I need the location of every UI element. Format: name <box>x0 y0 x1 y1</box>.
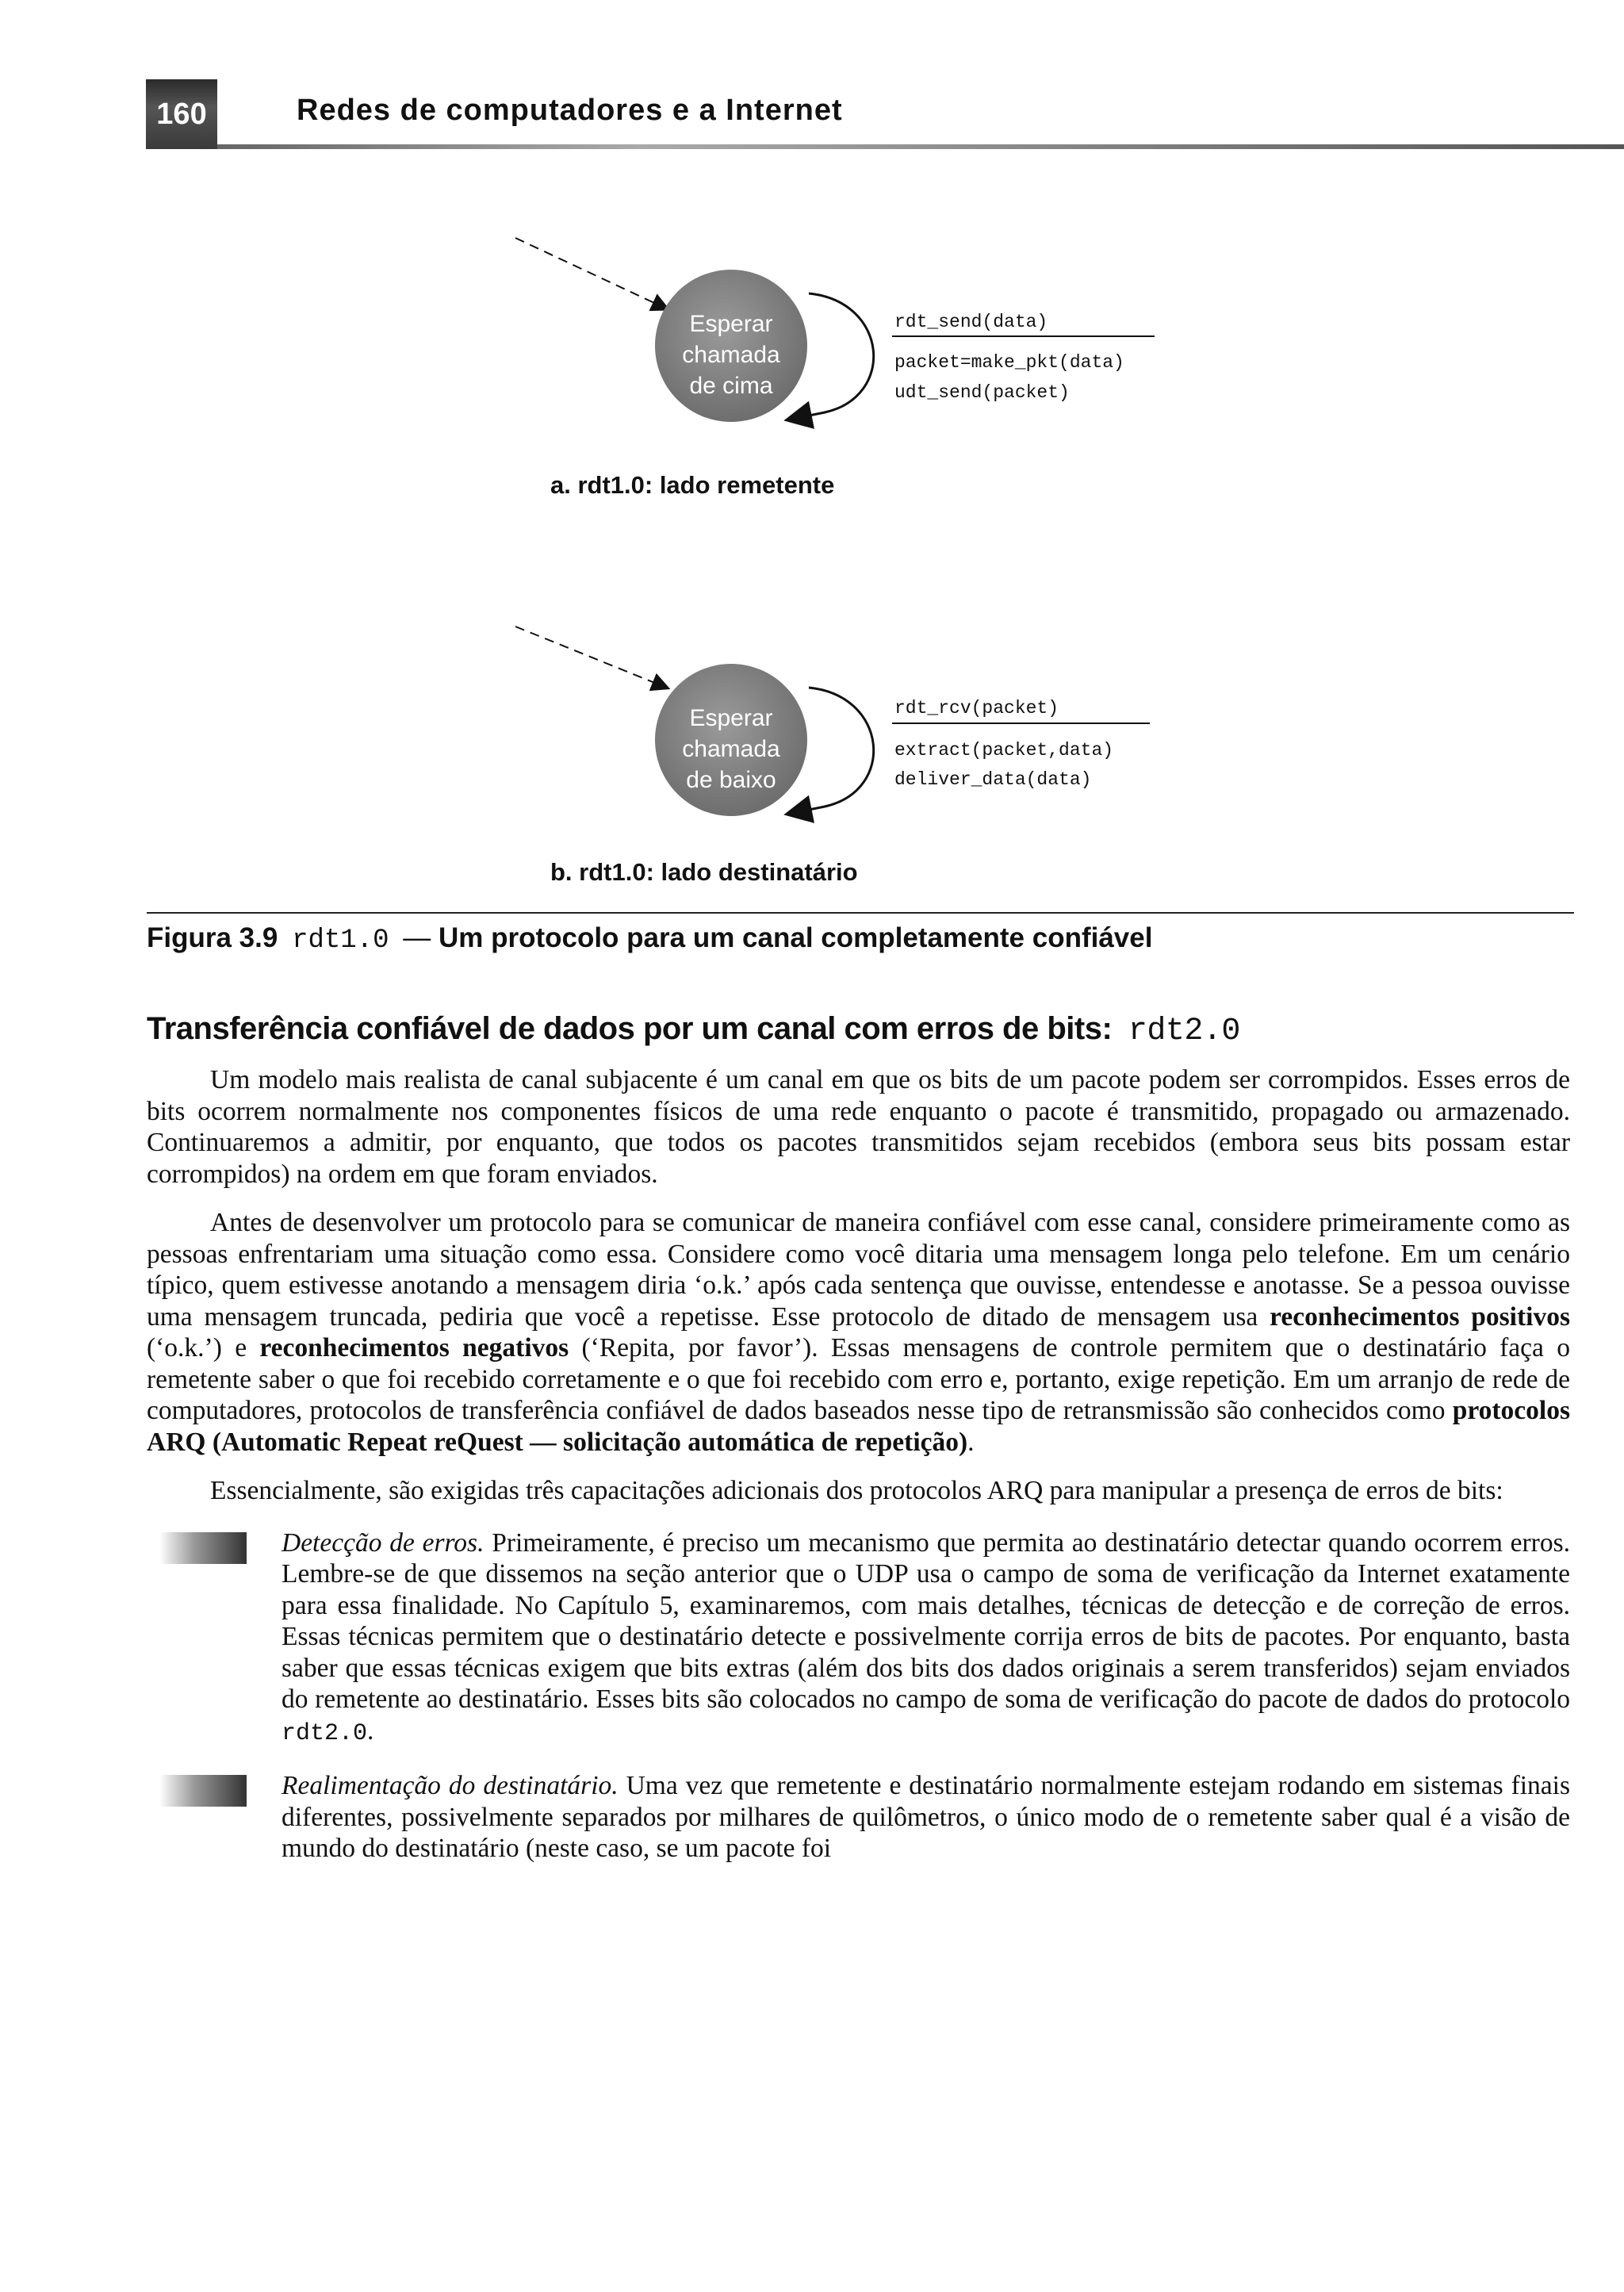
section-heading-code: rdt2.0 <box>1128 1014 1240 1049</box>
body-text <box>147 1064 1570 1879</box>
figure-number: Figura 3.9 <box>147 922 278 953</box>
sender-label: a. rdt1.0: lado remetente <box>550 471 835 499</box>
figure-title: Um protocolo para um canal completamente confiável <box>438 922 1153 953</box>
sender-fsm <box>515 238 1155 422</box>
bullet-marker <box>159 1532 247 1564</box>
transition-action: deliver_data(data) <box>894 769 1092 790</box>
receiver-fsm <box>515 627 1150 816</box>
state-line: chamada <box>682 342 780 368</box>
bullet-title: Detecção de erros. <box>282 1527 485 1558</box>
fsm-figure <box>0 0 1624 904</box>
bullet-title: Realimentação do destinatário. <box>282 1771 619 1800</box>
term-arq: protocolos ARQ (Automatic Repeat reQuest — solicitação automática de repetição) <box>147 1396 1570 1457</box>
paragraph-2: Antes de desenvolver um protocolo para se comunicar de maneira confiável com esse canal, considere primeiramente como as pessoas enfrentariam uma situação como essa. Considere como você ditaria uma mensagem longa pelo telefone. Em um cenário típico, quem estivesse anotando a mensagem diria ‘o.k.’ após cada sentença que ouvisse, entendesse e anotasse. Se a pessoa ouvisse uma mensagem truncada, pediria que você a repetisse. Esse protocolo de ditado de mensagem usa reconhecimentos positivos (‘o.k.’) e reconhecimentos negativos (‘Repita, por favor’). Essas mensagens de controle permitem que o destinatário faça o remetente saber o que foi recebido corretamente e o que foi recebido com erro e, portanto, exige repetição. Em um arranjo de rede de computadores, protocolos de transferência confiável de dados baseados nesse tipo de retransmissão são conhecidos como protocolos ARQ (Automatic Repeat reQuest — solicitação automática de repetição). <box>147 1208 1570 1457</box>
paragraph-1: Um modelo mais realista de canal subjacente é um canal em que os bits de um pacote podem ser corrompidos. Esses erros de bits ocorrem normalmente nos componentes físicos de uma rede enquanto o pacote é transmitido, propagado ou armazenado. Continuaremos a admitir, por enquanto, que todos os pacotes transmitidos sejam recebidos (embora seus bits possam estar corrompidos) na ordem em que foram enviados. <box>147 1065 1570 1189</box>
section-heading <box>147 1011 1240 1049</box>
running-title: Redes de computadores e a Internet <box>297 94 843 127</box>
figure-caption <box>147 922 1152 956</box>
transition-action: extract(packet,data) <box>894 740 1114 761</box>
state-line: chamada <box>682 736 780 762</box>
transition-event: rdt_rcv(packet) <box>894 698 1059 719</box>
state-line: Esperar <box>689 705 773 731</box>
term-negative-ack: reconhecimentos negativos <box>259 1333 569 1363</box>
inline-code: rdt2.0 <box>282 1719 368 1747</box>
bullet-error-detection: Detecção de erros. Primeiramente, é preciso um mecanismo que permita ao destinatário detectar quando ocorrem erros. Lembre-se de que dissemos na seção anterior que o UDP usa o campo de soma de verificação da Internet exatamente para essa finalidade. No Capítulo 5, examinaremos, com mais detalhes, técnicas de detecção e de correção de erros. Essas técnicas permitem que o destinatário detecte e possivelmente corrija erros de bits de pacotes. Por enquanto, basta saber que essas técnicas exigem que bits extras (além dos bits dos dados originais a serem transferidos) sejam enviados do remetente ao destinatário. Esses bits são colocados no campo de soma de verificação do pacote de dados do protocolo rdt2.0. <box>147 1527 1570 1750</box>
page-number: 160 <box>146 79 217 149</box>
initial-arrow <box>515 627 665 687</box>
bullet-marker <box>159 1775 247 1807</box>
initial-arrow <box>515 238 665 308</box>
figure-code: rdt1.0 <box>292 926 389 956</box>
bullet-receiver-feedback: Realimentação do destinatário. Uma vez que remetente e destinatário normalmente estejam rodando em sistemas finais diferentes, possivelmente separados por milhares de quilômetros, o único modo de o remetente saber qual é a visão de mundo do destinatário (neste caso, se um pacote foi <box>147 1770 1570 1865</box>
transition-action: packet=make_pkt(data) <box>894 352 1124 373</box>
receiver-label: b. rdt1.0: lado destinatário <box>550 858 858 886</box>
term-positive-ack: reconhecimentos positivos <box>1270 1301 1570 1332</box>
section-heading-text: Transferência confiável de dados por um canal com erros de bits: <box>147 1011 1113 1046</box>
state-line: Esperar <box>689 311 773 337</box>
paragraph-3: Essencialmente, são exigidas três capacitações adicionais dos protocolos ARQ para manipular a presença de erros de bits: <box>210 1476 1503 1505</box>
state-line: de baixo <box>686 767 776 793</box>
state-line: de cima <box>689 373 773 399</box>
caption-rule <box>147 912 1574 914</box>
transition-action: udt_send(packet) <box>894 382 1070 403</box>
figure-dash: — <box>403 922 431 953</box>
transition-event: rdt_send(data) <box>894 312 1048 332</box>
